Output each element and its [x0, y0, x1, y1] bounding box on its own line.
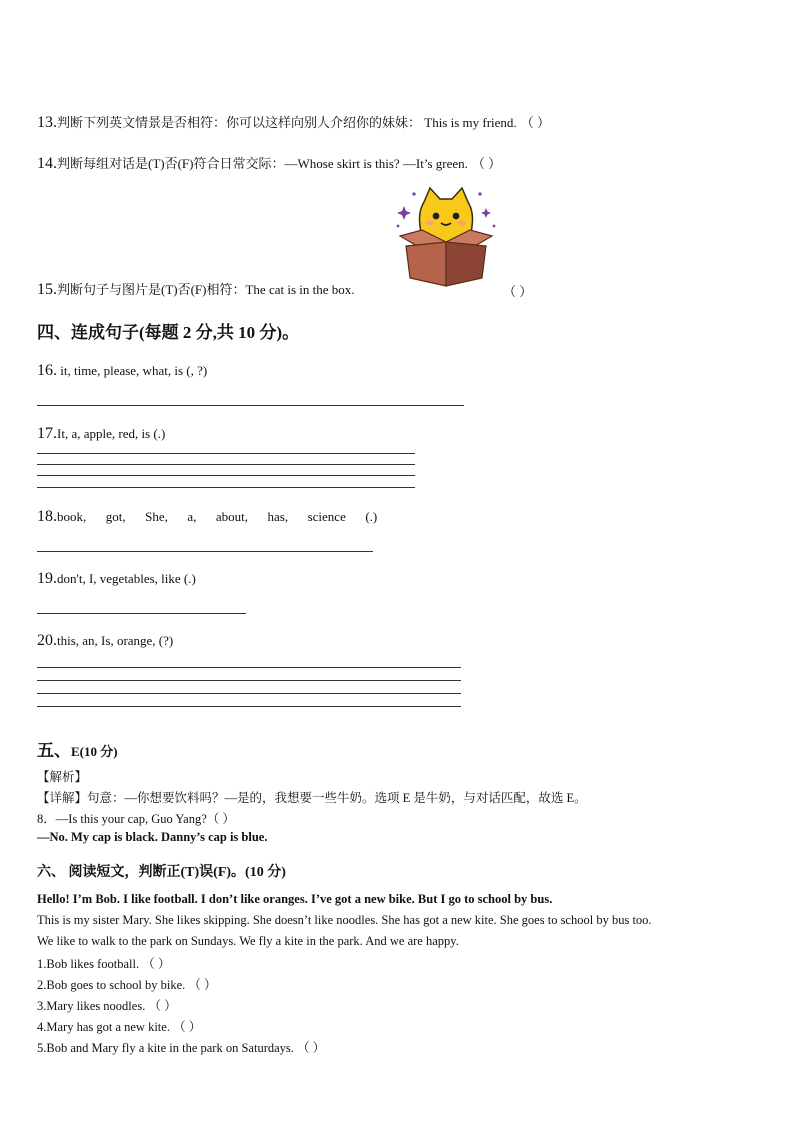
- question-number: 19.: [37, 570, 57, 587]
- question-text: 判断句子与图片是(T)否(F)相符：The cat is in the box.: [57, 282, 355, 297]
- question-text: It, a, apple, red, is (.): [57, 426, 166, 441]
- section-4-title: 四、连成句子(每题 2 分,共 10 分)。: [37, 323, 300, 342]
- answer-line[interactable]: [37, 464, 415, 465]
- answer-line[interactable]: [37, 693, 461, 694]
- question-text: don't, I, vegetables, like (.): [57, 571, 196, 586]
- tf-item[interactable]: 4.Mary has got a new kite. （ ）: [37, 1020, 202, 1034]
- question-number: 13.: [37, 114, 57, 131]
- tf-item[interactable]: 1.Bob likes football. （ ）: [37, 957, 171, 971]
- tf-item[interactable]: 5.Bob and Mary fly a kite in the park on Saturdays. （ ）: [37, 1041, 326, 1055]
- section-number: 五、: [37, 741, 71, 760]
- answer-line[interactable]: [37, 475, 415, 476]
- passage-line: This is my sister Mary. She likes skipping. She doesn’t like noodles. She has got a new kite. She goes to school by bus too.: [37, 913, 652, 927]
- question-number: 17.: [37, 425, 57, 442]
- answer-line[interactable]: [37, 487, 415, 488]
- analysis-question-8: 8．—Is this your cap, Guo Yang?（ ）: [37, 812, 235, 826]
- section-answer: E(10 分): [71, 744, 118, 759]
- cat-in-box-image: [390, 186, 502, 290]
- question-20: [37, 632, 173, 650]
- tf-item[interactable]: 2.Bob goes to school by bike. （ ）: [37, 978, 217, 992]
- analysis-detail: 【详解】句意：—你想要饮料吗？—是的，我想要一些牛奶。选项 E 是牛奶，与对话匹配，故选 E。: [37, 791, 587, 805]
- answer-line[interactable]: [37, 551, 373, 552]
- question-14: [37, 153, 501, 173]
- question-number: 15.: [37, 281, 57, 298]
- question-15: [37, 279, 355, 299]
- answer-line[interactable]: [37, 680, 461, 681]
- question-13: [37, 112, 550, 132]
- question-number: 16.: [37, 362, 57, 379]
- analysis-label: 【解析】: [37, 770, 88, 784]
- section-5-title: [37, 736, 118, 761]
- passage-line: We like to walk to the park on Sundays. We fly a kite in the park. And we are happy.: [37, 934, 459, 948]
- passage-line: Hello! I’m Bob. I like football. I don’t like oranges. I’ve got a new bike. But I go to school by bus.: [37, 892, 553, 906]
- section-6-title: 六、 阅读短文，判断正(T)误(F)。(10 分): [37, 865, 286, 880]
- question-19: [37, 570, 196, 588]
- question-text: it, time, please, what, is (, ?): [57, 363, 208, 378]
- answer-line[interactable]: [37, 613, 246, 614]
- tf-item[interactable]: 3.Mary likes noodles. （ ）: [37, 999, 177, 1013]
- answer-blank[interactable]: （ ）: [503, 284, 533, 299]
- answer-line[interactable]: [37, 453, 415, 454]
- question-number: 18.: [37, 508, 57, 525]
- answer-blank[interactable]: （ ）: [471, 156, 502, 171]
- answer-line[interactable]: [37, 405, 464, 406]
- question-text: 判断每组对话是(T)否(F)符合日常交际：—Whose skirt is this? —It’s green.: [57, 156, 468, 171]
- question-16: [37, 362, 207, 380]
- question-18: [37, 508, 377, 526]
- question-text: this, an, Is, orange, (?): [57, 633, 174, 648]
- answer-line[interactable]: [37, 667, 461, 668]
- answer-line[interactable]: [37, 706, 461, 707]
- analysis-question-8-reply: —No. My cap is black. Danny’s cap is blue.: [37, 830, 268, 844]
- answer-blank[interactable]: （ ）: [520, 115, 550, 130]
- question-number: 14.: [37, 155, 57, 172]
- question-number: 20.: [37, 632, 57, 649]
- question-17: [37, 425, 165, 443]
- question-text: book, got, She, a, about, has, science (.): [57, 509, 378, 524]
- question-text: 判断下列英文情景是否相符：你可以这样向别人介绍你的妹妹： This is my friend.: [57, 115, 517, 130]
